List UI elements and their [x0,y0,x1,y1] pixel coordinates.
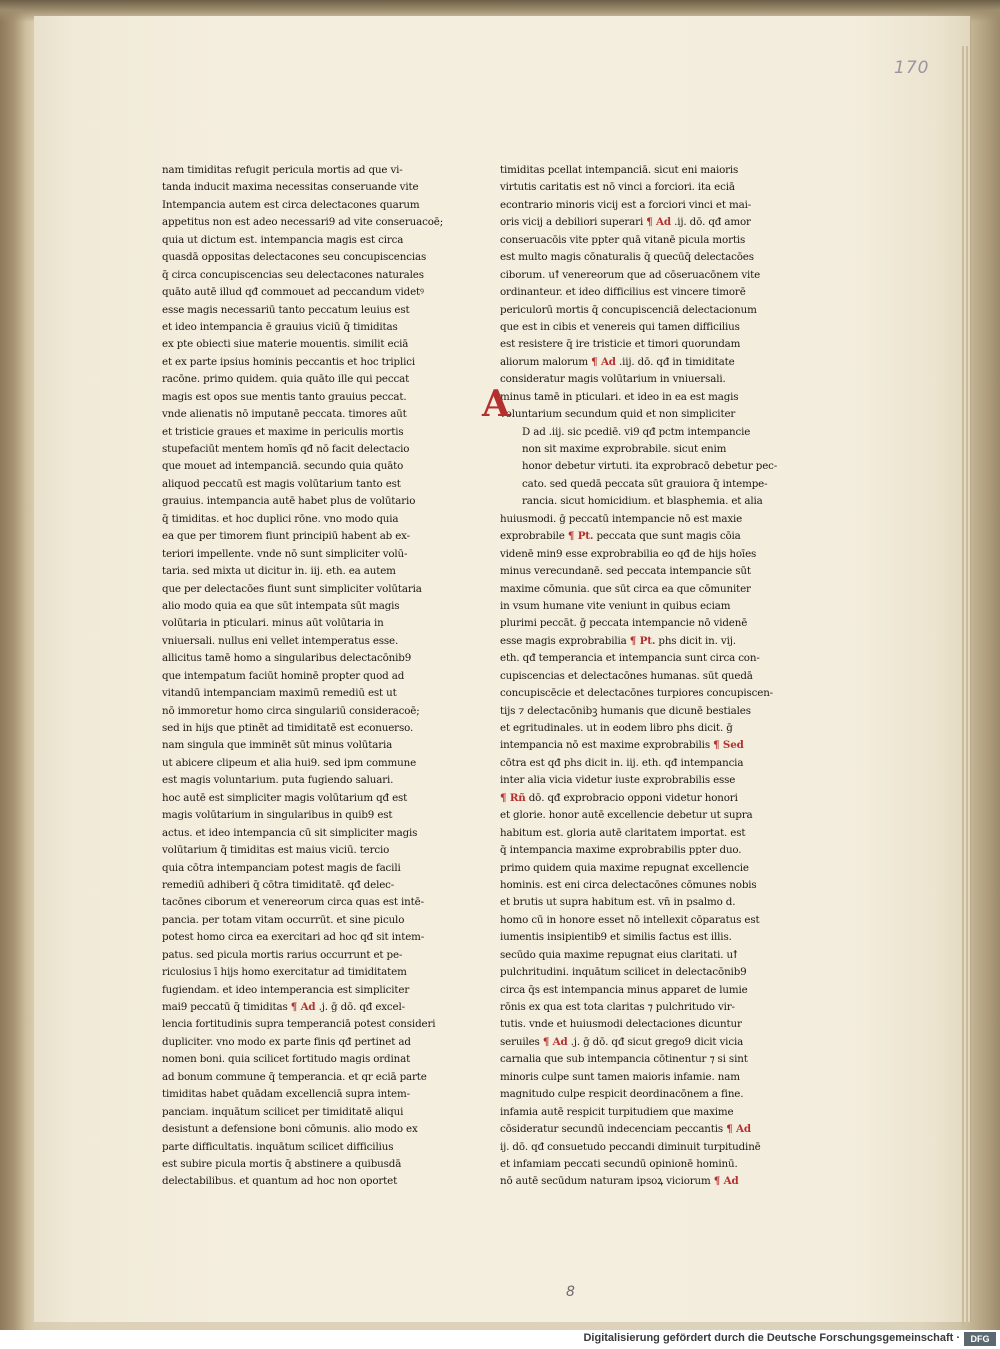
left-text-column [162,162,443,1191]
text-line: voluntarium secundum quid et non simpliciter [500,408,736,421]
text-line: nō autē secūdum naturam ipsoꝝ viciorum ¶ Ad [500,1175,739,1188]
text-line: vnde alienatis nō imputanē peccata. timores aūt [162,408,407,421]
text-line: vniuersali. nullus eni vellet intemperatus esse. [162,634,399,647]
text-line: quasdā oppositas delectacones seu concupiscencias [162,251,427,264]
text-line: habitum est. gloria autē claritatem importat. est [500,826,746,839]
text-line: intempancia nō est maxime exprobrabilis ¶ Sed [500,739,744,752]
text-line: in vsum humane vite veniunt in quibus eciam [500,599,731,612]
text-line: quia ut dictum est. intempancia magis est circa [162,233,404,246]
rubric-mark: ¶ Ad [542,1035,568,1048]
rubric-mark: ¶ Pt. [629,634,656,647]
text-line: quia cōtra intempanciam potest magis de facili [162,861,401,874]
text-line: pancia. per totam vitam occurrūt. et sine piculo [162,913,405,926]
text-line: et ex parte ipsius hominis peccantis et hoc triplici [162,355,416,368]
text-line: desistunt a defensione boni cōmunis. alio modo ex [162,1123,418,1136]
text-line: que per delectacōes fiunt sunt simpliciter volūtaria [162,582,422,595]
text-line: stupefaciūt mentem homīs qđ nō facit delectacio [162,443,410,455]
text-line: volūtaria in pticulari. minus aūt volūtaria in [162,617,384,630]
text-line: minus tamē in pticulari. et ideo in ea est magis [500,390,739,403]
text-line: carnalia que sub intempancia cōtinentur ⁊ si sint [500,1053,748,1066]
text-line: teriori impellente. vnde nō sunt simpliciter volū- [162,547,408,560]
text-line: que intempatum faciūt hominē propter quod ad [162,669,405,682]
text-line: ciborum. uꝉ venereorum que ad cōseruacōnem vite [500,268,761,281]
text-line: et glorie. honor autē excellencie debetur ut supra [500,809,753,822]
text-line: tijs ⁊ delectacōnibꝫ humanis que dicunē bestiales [500,704,751,717]
text-line: ea que per timorem fiunt principiū habent ab ex- [162,530,410,543]
text-line: minoris culpe sunt tamen maioris infamie. nam [500,1070,740,1083]
text-line: q̄ timiditas. et hoc duplici rōne. vno modo quia [162,512,399,525]
text-line: tanda inducit maxima necessitas conseruande vite [162,181,419,194]
text-line: volūtarium q̄ timiditas est maius viciū. tercio [162,844,390,857]
text-line: nam singula que imminēt sūt minus volūtaria [162,739,393,752]
rubric-mark: ¶ Ad [713,1175,739,1188]
text-line: esse magis exprobrabilia ¶ Pt. phs dicit in. vij. [500,634,736,647]
text-line: ordinanteur. et ideo difficilius est vincere timorē [500,286,746,299]
text-line: honor debetur virtuti. ita exprobracō debetur pec- [522,460,778,473]
page-edge-line [962,46,964,1326]
text-line: hominis. est eni circa delectacōnes cōmunes nobis [500,878,757,891]
right-text-column [500,162,777,1191]
text-line: secūdo quia maxime repugnat eius claritati. uꝉ [500,948,738,961]
text-line: iumentis insipientib9 et similis factus est illis. [500,931,732,944]
text-line: maxime cōmunia. que sūt circa ea que cōmuniter [500,582,751,595]
rubric-mark: ¶ Ad [290,1001,316,1013]
text-line: panciam. inquātum scilicet per timiditatē aliqui [162,1105,404,1118]
text-line: D ad .iij. sic pcediē. vi9 qđ pctm intempancie [522,425,751,438]
text-line: virtutis caritatis est nō vinci a forciori. ita eciā [500,181,735,194]
text-line: cōtra est qđ phs dicit in. iij. eth. qđ intempancia [500,756,744,769]
text-line: et infamiam peccati secundū opinionē hominū. [500,1157,738,1170]
text-line: nō immoretur homo circa singulariū consideracoē; [162,704,420,717]
text-line: patus. sed picula mortis rarius occurrunt et pe- [162,948,403,961]
dfg-logo[interactable]: DFG [964,1332,996,1346]
text-line: ¶ Rñ dō. qđ exprobracio opponi videtur honori [500,791,738,804]
text-line: est subire picula mortis q̄ abstinere a quibusdā [162,1157,402,1170]
text-line: et egritudinales. ut in eodem libro phs dicit. ḡ [500,722,733,734]
text-line: magis est opos sue mentis tanto grauius peccat. [162,390,407,403]
text-line: que mouet ad intempanciā. secundo quia quāto [162,460,404,473]
text-line: dupliciter. vno modo ex parte finis qđ pertinet ad [162,1035,411,1048]
text-line: taria. sed mixta ut dicitur in. iij. eth. ea autem [162,565,396,578]
rubric-mark: ¶ Ad [726,1123,751,1136]
text-line: homo cū in honore esset nō intellexit cōparatus est [500,913,760,926]
text-line: periculorū mortis q̄ concupiscenciā delectacionum [500,303,757,316]
rubric-mark: ¶ Ad [646,216,671,229]
text-line: timiditas pcellat intempanciā. sicut eni maioris [500,164,739,176]
text-line: aliquod peccatū est magis volūtarium tanto est [162,477,401,490]
text-line: infamia autē respicit turpitudiem que maxime [500,1105,734,1118]
text-line: parte difficultatis. inquātum scilicet difficilius [162,1140,394,1153]
text-line: ut abicere clipeum et alia hui9. sed ipm commune [162,756,417,769]
text-line: consideratur magis volūtarium in vniuersali. [500,373,726,386]
text-line: est multo magis cōnaturalis q̄ quecūq̄ delectacōes [500,251,754,264]
rubric-mark: ¶ Rñ [500,791,526,804]
rubric-mark: ¶ Pt. [567,530,594,543]
text-line: appetitus non est adeo necessari9 ad vite conseruacoē; [162,216,444,229]
text-line: quāto autē illud qđ commouet ad peccandum videtꝰ [162,286,424,299]
text-line: fugiendam. et ideo intemperancia est simpliciter [162,983,410,996]
text-line: q̄ circa concupiscencias seu delectacones naturales [162,268,424,281]
text-line: et tristicie graues et maxime in periculis mortis [162,425,404,438]
text-line: pulchritudini. inquātum scilicet in delectacōnib9 [500,966,747,979]
text-line: econtrario minoris vicij est a forciori vinci et mai- [500,198,752,211]
text-line: rancia. sicut homicidium. et blasphemia. et alia [522,495,763,508]
text-line: timiditas habet quādam excellenciā supra intem- [162,1088,410,1101]
signature-mark: 8 [566,1284,575,1300]
text-line: racōne. primo quidem. quia quāto ille qui peccat [162,373,410,386]
text-line: tacōnes ciborum et venereorum circa quas est intē- [162,896,424,909]
text-line: exprobrabile ¶ Pt. peccata que sunt magis cōia [500,530,741,543]
text-line: q̄ intempancia maxime exprobrabilis ppter duo. [500,844,742,857]
text-line: magnitudo culpe respicit deordinacōnem a fine. [500,1088,744,1101]
page-edge-line [966,46,968,1326]
text-line: et ideo intempancia ē grauius viciū q̄ timiditas [162,320,398,333]
text-line: videnē min9 esse exprobrabilia eo qđ de hijs hoīes [500,547,757,560]
rubric-mark: ¶ Sed [713,739,744,752]
text-line: aliorum malorum ¶ Ad .iij. dō. qđ in timiditate [500,355,735,368]
text-line: esse magis necessariū tanto peccatum leuius est [162,303,410,316]
text-line: inter alia vicia videtur iuste exprobrabilis esse [500,774,736,787]
text-line: riculosius ī hijs homo exercitatur ad timiditatem [162,966,407,979]
text-line: grauius. intempancia autē habet plus de volūtario [162,495,416,508]
folio-number: 170 [894,58,930,78]
decorated-initial: A [482,383,510,425]
text-line: hoc autē est simpliciter magis volūtarium qđ est [162,791,408,804]
text-line: lencia fortitudinis supra temperanciā potest consideri [162,1018,436,1031]
text-line: est resistere q̄ ire tristicie et timori quorundam [500,338,741,351]
text-line: cato. sed quedā peccata sūt grauiora q̄ intempe- [522,477,768,490]
text-line: oris vicij a debiliori superari ¶ Ad .ij. dō. qđ amor [500,216,751,229]
text-line: ij. dō. qđ consuetudo peccandi diminuit turpitudinē [500,1140,761,1153]
text-line: que est in cibis et venereis qui tamen difficilius [500,320,740,333]
text-line: primo quidem quia maxime repugnat excellencie [500,861,749,874]
text-line: magis volūtarium in singularibus in quib9 est [162,809,393,822]
text-line: ex pte obiecti siue materie mouentis. similit eciā [162,338,409,351]
text-line: circa q̄s est intempancia minus apparet de lumie [500,983,748,996]
text-line: remediū adhiberi q̄ cōtra timiditatē. qđ delec- [162,878,395,891]
text-line: nomen boni. quia scilicet fortitudo magis ordinat [162,1053,411,1066]
text-line: delectabilibus. et quantum ad hoc non oportet [162,1175,398,1188]
text-line: cōsideratur secundū indecenciam peccantis ¶ Ad [500,1123,751,1136]
text-line: huiusmodi. ḡ peccatū intempancie nō est maxie [500,512,743,525]
text-line: concupiscēcie et delectacōnes turpiores concupiscen- [500,687,774,700]
text-line: vitandū intempanciam maximū remediū est ut [162,687,397,700]
text-line: sed in hijs que ptinēt ad timiditatē est econuerso. [162,722,414,734]
text-line: plurimi peccāt. ḡ peccata intempancie nō videnē [500,617,748,630]
text-line: minus verecundanē. sed peccata intempancie sūt [500,565,751,578]
text-line: est magis voluntarium. puta fugiendo saluari. [162,774,394,787]
text-line: et brutis ut supra habitum est. vn̄ in psalmo d. [500,896,736,909]
text-line: actus. et ideo intempancia cū sit simpliciter magis [162,826,418,839]
text-line: rōnis ex qua est tota claritas ⁊ pulchritudo vir- [500,1001,735,1013]
text-line: seruiles ¶ Ad .j. ḡ dō. qđ sicut grego9 dicit vicia [500,1035,744,1048]
text-line: allicitus tamē homo a singularibus delectacōnib9 [162,652,412,665]
text-line: non sit maxime exprobrabile. sicut enim [522,443,727,455]
footer-credit: Digitalisierung gefördert durch die Deutsche Forschungsgemeinschaft · [583,1332,960,1344]
text-line: tutis. vnde et huiusmodi delectaciones dicuntur [500,1018,742,1031]
text-line: potest homo circa ea exercitari ad hoc qđ sit intem- [162,931,425,944]
text-line: conseruacōis vite ppter quā vitanē picula mortis [500,233,746,246]
text-line: mai9 peccatū q̄ timiditas ¶ Ad .j. ḡ dō. qđ excel- [162,1001,405,1013]
text-line: eth. qđ temperancia et intempancia sunt circa con- [500,652,760,665]
text-line: ad bonum commune q̄ temperancia. et qr eciā parte [162,1070,427,1083]
text-line: cupiscencias et delectacōnes humanas. sūt quedā [500,669,753,682]
text-line: alio modo quia ea que sūt intempata sūt magis [162,599,400,612]
text-line: nam timiditas refugit pericula mortis ad que vi- [162,164,403,176]
footer-bar [0,1330,1000,1349]
text-line: Intempancia autem est circa delectacones quarum [162,198,420,211]
rubric-mark: ¶ Ad [591,355,616,368]
